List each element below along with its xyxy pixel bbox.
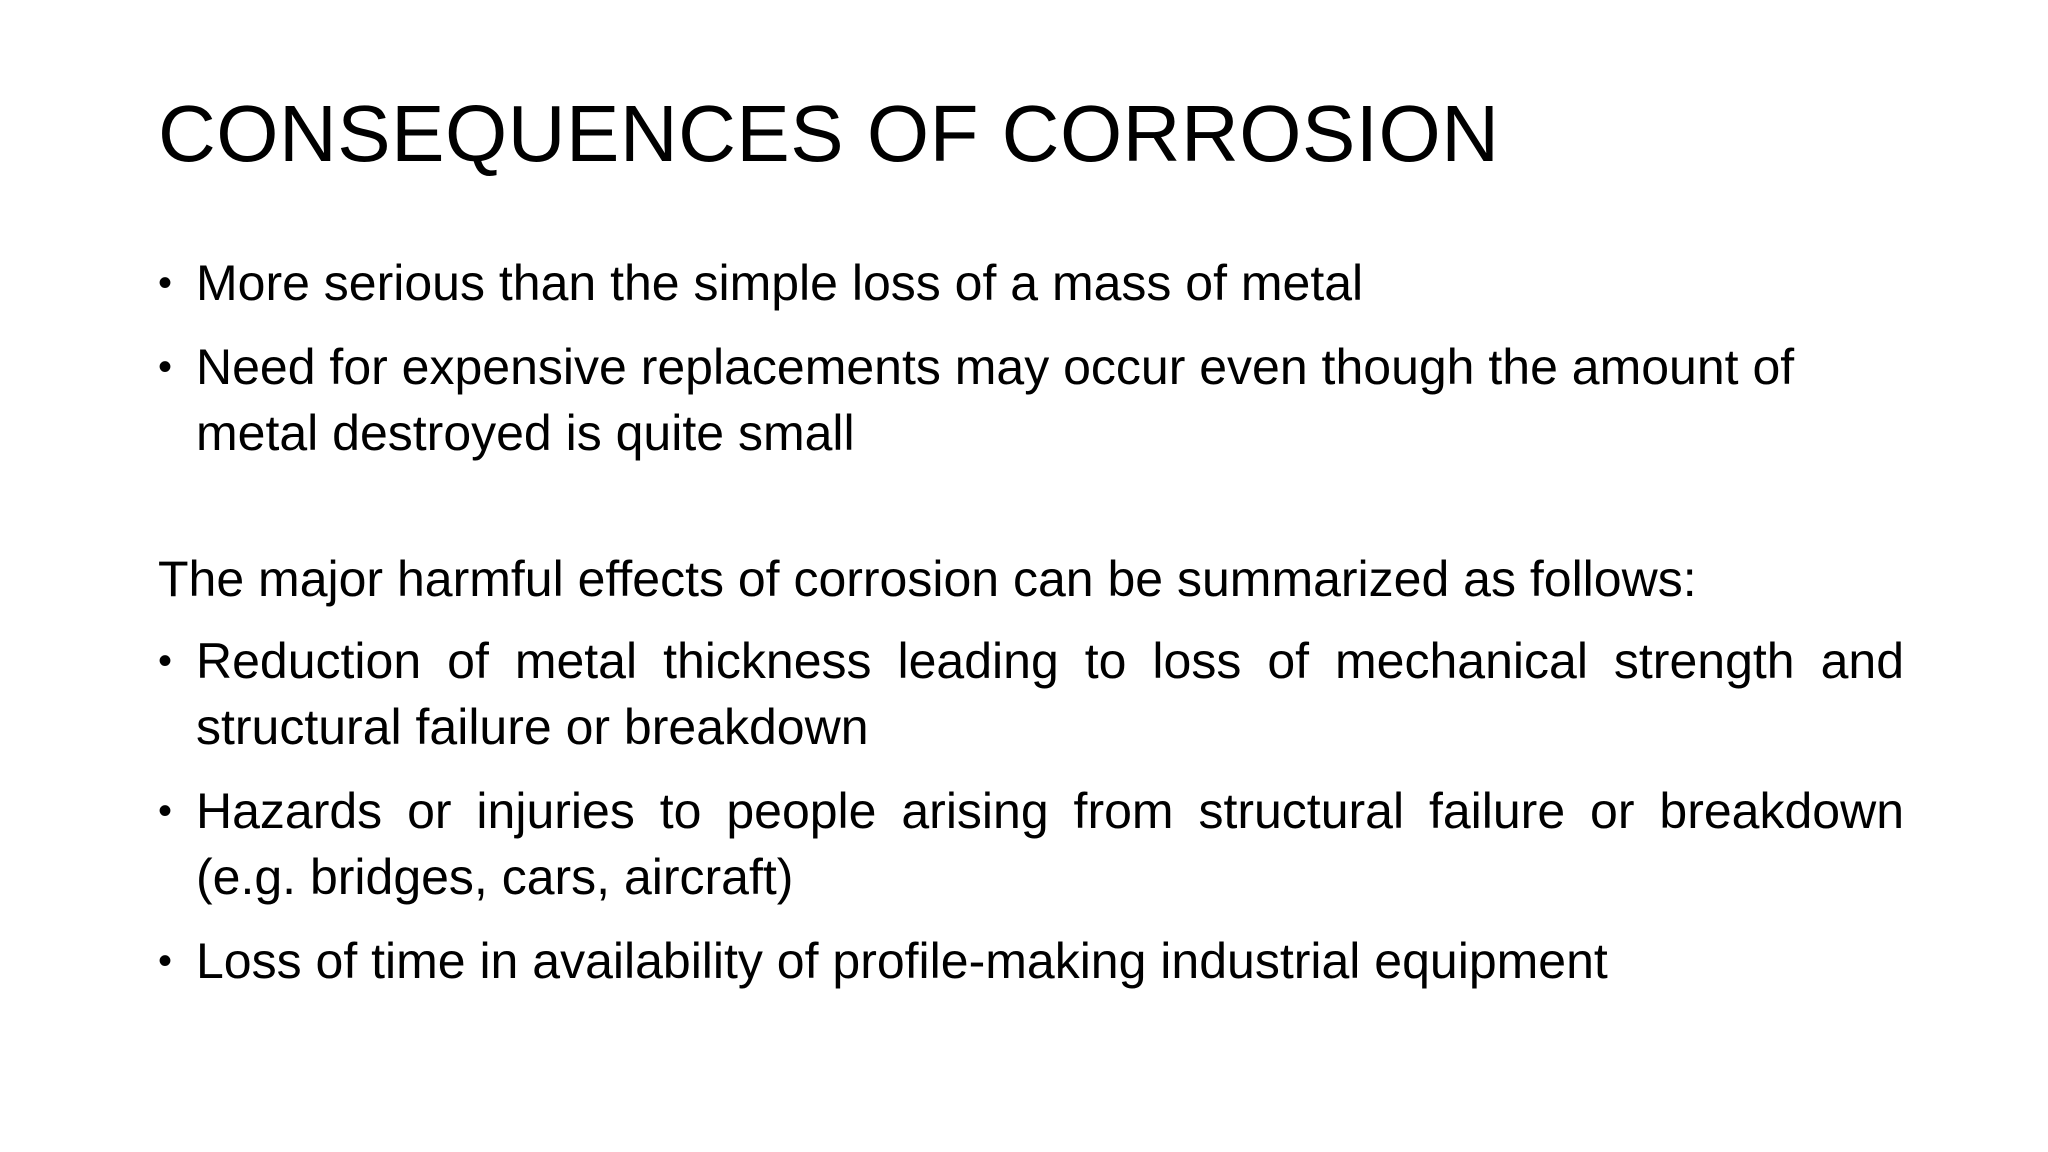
spacer — [158, 484, 1904, 546]
bullet-item — [158, 928, 1904, 994]
bullet-icon: • — [158, 639, 173, 683]
bullet-item — [158, 778, 1904, 910]
bullet-list-effects — [158, 628, 1904, 994]
bullet-icon: • — [158, 261, 173, 305]
bullet-list-intro — [158, 250, 1904, 466]
bullet-item — [158, 250, 1904, 316]
bullet-item — [158, 334, 1904, 466]
bullet-text: Need for expensive replacements may occur even though the amount of metal destroyed is quite small — [196, 339, 1795, 461]
bullet-text: Reduction of metal thickness leading to loss of mechanical strength and structural failure or breakdown — [196, 633, 1904, 755]
bullet-icon: • — [158, 939, 173, 983]
slide-content — [158, 250, 1904, 1012]
bullet-icon: • — [158, 789, 173, 833]
bullet-icon: • — [158, 345, 173, 389]
section-intro-text: The major harmful effects of corrosion can be summarized as follows: — [158, 551, 1697, 607]
bullet-text: Loss of time in availability of profile-making industrial equipment — [196, 933, 1608, 989]
slide-title: CONSEQUENCES OF CORROSION — [158, 89, 1500, 178]
bullet-text: More serious than the simple loss of a mass of metal — [196, 255, 1364, 311]
bullet-text: Hazards or injuries to people arising from structural failure or breakdown (e.g. bridges, cars, aircraft) — [196, 783, 1904, 905]
bullet-item — [158, 628, 1904, 760]
